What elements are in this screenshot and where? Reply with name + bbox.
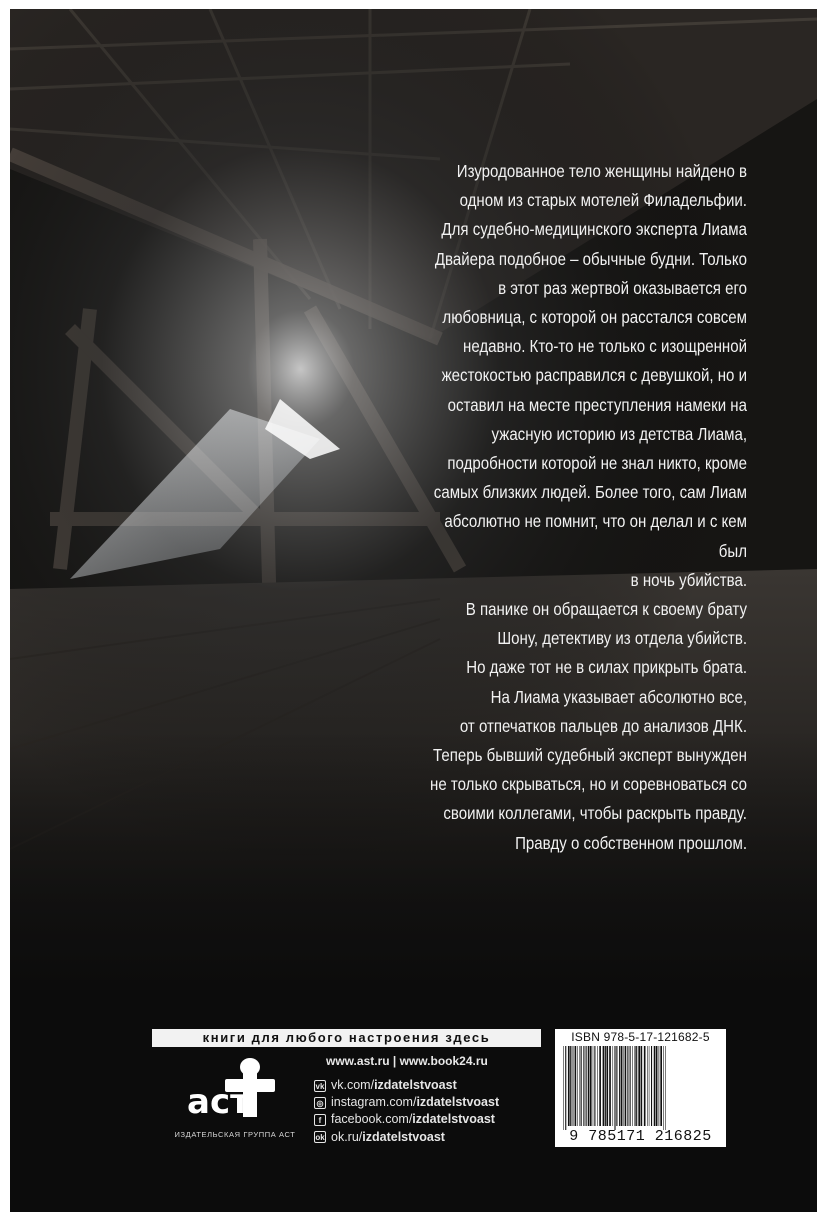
blurb-line: Но даже тот не в силах прикрыть брата. xyxy=(466,657,747,678)
blurb-line: оставил на месте преступления намеки на xyxy=(447,394,747,415)
social-links xyxy=(314,1077,499,1146)
blurb-line: жестокостью расправился с девушкой, но и xyxy=(441,365,747,386)
blurb-line: ужасную историю из детства Лиама, xyxy=(491,423,747,444)
blurb-line: Шону, детективу из отдела убийств. xyxy=(497,628,747,649)
instagram-icon: ◎ xyxy=(314,1097,326,1109)
blurb-line: самых близких людей. Более того, сам Лиам xyxy=(433,482,747,503)
web-links[interactable]: www.ast.ru | www.book24.ru xyxy=(326,1054,488,1068)
logo-text: аст xyxy=(187,1082,250,1122)
social-prefix: facebook.com/ xyxy=(331,1112,413,1127)
social-prefix: ok.ru/ xyxy=(331,1129,363,1144)
odnoklassniki-icon: ok xyxy=(315,1133,325,1143)
social-prefix: vk.com/ xyxy=(331,1078,375,1092)
blurb-line: Для судебно-медицинского эксперта Лиама xyxy=(441,219,747,240)
blurb-line: подробности которой не знал никто, кроме xyxy=(447,453,747,474)
book-blurb xyxy=(287,157,747,858)
ast-logo xyxy=(185,1055,285,1127)
social-handle: izdatelstvoast xyxy=(416,1095,500,1110)
social-link-vk[interactable] xyxy=(314,1077,499,1094)
blurb-line: в ночь убийства. xyxy=(630,569,747,590)
blurb-line: Теперь бывший судебный эксперт вынужден xyxy=(433,745,747,766)
social-link-instagram[interactable] xyxy=(314,1094,499,1111)
publisher-name: ИЗДАТЕЛЬСКАЯ ГРУППА АСТ xyxy=(174,1130,296,1139)
blurb-line: На Лиама указывает абсолютно все, xyxy=(490,686,747,707)
social-handle: izdatelstvoast xyxy=(412,1112,495,1127)
tagline-banner: книги для любого настроения здесь xyxy=(152,1029,541,1047)
blurb-line: своими коллегами, чтобы раскрыть правду. xyxy=(443,803,747,824)
blurb-line: не только скрываться, но и соревноваться со xyxy=(430,774,747,795)
facebook-icon: f xyxy=(314,1114,326,1126)
social-link-ok[interactable] xyxy=(314,1129,499,1146)
social-prefix: instagram.com/ xyxy=(331,1095,417,1110)
blurb-line: любовница, с которой он расстался совсем xyxy=(442,307,747,328)
barcode-bars xyxy=(561,1046,721,1130)
blurb-line: Правду о собственном прошлом. xyxy=(515,832,747,853)
social-handle: izdatelstvoast xyxy=(362,1129,445,1144)
blurb-line: недавно. Кто-то не только с изощренной xyxy=(463,336,747,357)
blurb-line: от отпечатков пальцев до анализов ДНК. xyxy=(459,715,747,736)
barcode-panel xyxy=(555,1029,726,1147)
blurb-line: Двайера подобное – обычные будни. Только xyxy=(434,248,747,269)
blurb-line: в этот раз жертвой оказывается его xyxy=(498,277,747,298)
blurb-line: был xyxy=(718,540,747,561)
barcode-digits: 9 785171 216825 xyxy=(569,1128,712,1145)
blurb-line: абсолютно не помнит, что он делал и с кем xyxy=(444,511,747,532)
social-link-facebook[interactable] xyxy=(314,1111,499,1128)
blurb-line: Изуродованное тело женщины найдено в xyxy=(456,161,747,181)
blurb-line: В панике он обращается к своему брату xyxy=(465,599,747,620)
social-handle: izdatelstvoast xyxy=(374,1078,457,1092)
blurb-line: одном из старых мотелей Филадельфии. xyxy=(459,190,747,211)
vk-icon: vk xyxy=(315,1081,325,1091)
isbn-number: ISBN 978-5-17-121682-5 xyxy=(571,1030,710,1044)
